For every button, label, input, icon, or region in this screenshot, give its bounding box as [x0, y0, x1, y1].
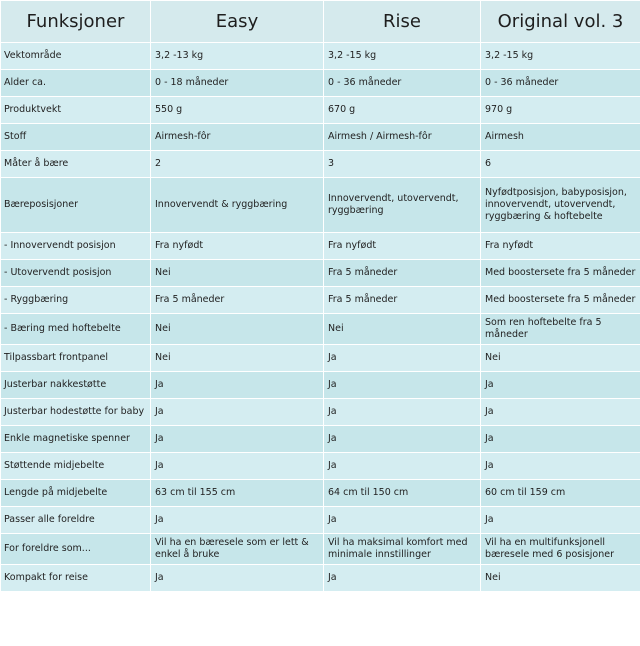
original-cell: Ja	[481, 453, 640, 480]
rise-cell: Ja	[324, 426, 481, 453]
easy-cell: 550 g	[151, 97, 324, 124]
rise-cell: Airmesh / Airmesh-fôr	[324, 124, 481, 151]
feature-cell: Tilpassbart frontpanel	[1, 345, 151, 372]
original-cell: 60 cm til 159 cm	[481, 480, 640, 507]
rise-cell: 64 cm til 150 cm	[324, 480, 481, 507]
easy-cell: Ja	[151, 565, 324, 592]
table-row	[1, 233, 640, 260]
original-cell: 970 g	[481, 97, 640, 124]
original-cell: 0 - 36 måneder	[481, 70, 640, 97]
easy-cell: Ja	[151, 426, 324, 453]
easy-cell: Fra nyfødt	[151, 233, 324, 260]
feature-cell: - Innovervendt posisjon	[1, 233, 151, 260]
header-rise: Rise	[324, 1, 481, 43]
rise-cell: Ja	[324, 372, 481, 399]
rise-cell: 3,2 -15 kg	[324, 43, 481, 70]
feature-cell: Produktvekt	[1, 97, 151, 124]
header-features: Funksjoner	[1, 1, 151, 43]
table-row	[1, 97, 640, 124]
table-row	[1, 507, 640, 534]
feature-cell: Enkle magnetiske spenner	[1, 426, 151, 453]
easy-cell: Nei	[151, 314, 324, 345]
header-original: Original vol. 3	[481, 1, 640, 43]
feature-cell: Alder ca.	[1, 70, 151, 97]
original-cell: Nei	[481, 345, 640, 372]
feature-cell: Justerbar nakkestøtte	[1, 372, 151, 399]
feature-cell: - Utovervendt posisjon	[1, 260, 151, 287]
feature-cell: Lengde på midjebelte	[1, 480, 151, 507]
feature-cell: Vektområde	[1, 43, 151, 70]
header-easy: Easy	[151, 1, 324, 43]
easy-cell: Nei	[151, 260, 324, 287]
table-row	[1, 399, 640, 426]
table-row	[1, 314, 640, 345]
original-cell: Ja	[481, 426, 640, 453]
table-row	[1, 480, 640, 507]
rise-cell: Ja	[324, 399, 481, 426]
feature-cell: Stoff	[1, 124, 151, 151]
table-row	[1, 178, 640, 233]
original-cell: Ja	[481, 399, 640, 426]
original-cell: Nei	[481, 565, 640, 592]
rise-cell: Vil ha maksimal komfort med minimale innstillinger	[324, 534, 481, 565]
easy-cell: Innovervendt & ryggbæring	[151, 178, 324, 233]
feature-cell: For foreldre som...	[1, 534, 151, 565]
table-row	[1, 372, 640, 399]
table-row	[1, 565, 640, 592]
rise-cell: Nei	[324, 314, 481, 345]
table-row	[1, 453, 640, 480]
easy-cell: Airmesh-fôr	[151, 124, 324, 151]
table-row	[1, 70, 640, 97]
easy-cell: 2	[151, 151, 324, 178]
feature-cell: Måter å bære	[1, 151, 151, 178]
table-row	[1, 287, 640, 314]
original-cell: 6	[481, 151, 640, 178]
table-row	[1, 534, 640, 565]
easy-cell: Vil ha en bæresele som er lett & enkel å bruke	[151, 534, 324, 565]
rise-cell: Fra nyfødt	[324, 233, 481, 260]
easy-cell: Ja	[151, 399, 324, 426]
table-row	[1, 43, 640, 70]
table-row	[1, 151, 640, 178]
easy-cell: 63 cm til 155 cm	[151, 480, 324, 507]
table-row	[1, 124, 640, 151]
rise-cell: Ja	[324, 345, 481, 372]
rise-cell: Ja	[324, 565, 481, 592]
easy-cell: 3,2 -13 kg	[151, 43, 324, 70]
original-cell: Nyfødtposisjon, babyposisjon, innovervendt, utovervendt, ryggbæring & hoftebelte	[481, 178, 640, 233]
feature-cell: Justerbar hodestøtte for baby	[1, 399, 151, 426]
easy-cell: Ja	[151, 453, 324, 480]
original-cell: Med boostersete fra 5 måneder	[481, 260, 640, 287]
feature-cell: - Ryggbæring	[1, 287, 151, 314]
original-cell: Vil ha en multifunksjonell bæresele med 6 posisjoner	[481, 534, 640, 565]
easy-cell: Fra 5 måneder	[151, 287, 324, 314]
rise-cell: Fra 5 måneder	[324, 260, 481, 287]
easy-cell: Ja	[151, 507, 324, 534]
original-cell: Med boostersete fra 5 måneder	[481, 287, 640, 314]
feature-cell: Kompakt for reise	[1, 565, 151, 592]
table-row	[1, 345, 640, 372]
original-cell: Som ren hoftebelte fra 5 måneder	[481, 314, 640, 345]
feature-cell: Bæreposisjoner	[1, 178, 151, 233]
feature-cell: Støttende midjebelte	[1, 453, 151, 480]
rise-cell: 3	[324, 151, 481, 178]
table-row	[1, 260, 640, 287]
header-row	[1, 1, 640, 43]
easy-cell: 0 - 18 måneder	[151, 70, 324, 97]
rise-cell: Ja	[324, 507, 481, 534]
rise-cell: Fra 5 måneder	[324, 287, 481, 314]
feature-cell: - Bæring med hoftebelte	[1, 314, 151, 345]
original-cell: Ja	[481, 507, 640, 534]
original-cell: Ja	[481, 372, 640, 399]
easy-cell: Ja	[151, 372, 324, 399]
original-cell: Airmesh	[481, 124, 640, 151]
original-cell: Fra nyfødt	[481, 233, 640, 260]
easy-cell: Nei	[151, 345, 324, 372]
table-row	[1, 426, 640, 453]
original-cell: 3,2 -15 kg	[481, 43, 640, 70]
rise-cell: 670 g	[324, 97, 481, 124]
rise-cell: Ja	[324, 453, 481, 480]
rise-cell: 0 - 36 måneder	[324, 70, 481, 97]
feature-cell: Passer alle foreldre	[1, 507, 151, 534]
rise-cell: Innovervendt, utovervendt, ryggbæring	[324, 178, 481, 233]
